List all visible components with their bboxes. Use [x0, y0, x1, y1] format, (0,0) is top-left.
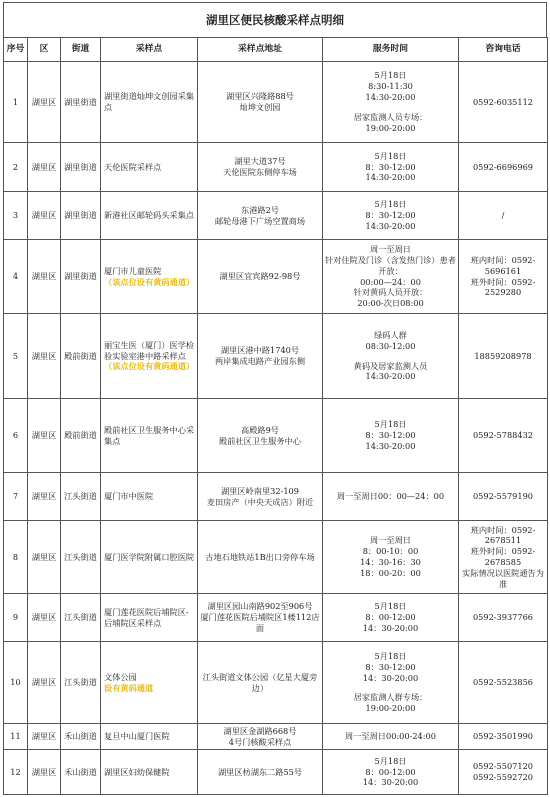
row-street: 禾山街道 — [61, 750, 101, 795]
address-line: 邮轮母港下广场空置商场 — [214, 215, 306, 226]
row-street: 殿前街道 — [61, 399, 101, 473]
phone-line: 0592-5592720 — [472, 772, 534, 782]
time-line: 8:30-11:30 — [368, 81, 413, 92]
time-line: 19:00-20:00 — [365, 703, 416, 714]
table-row — [4, 642, 548, 724]
time-line: 8：00-12:00 — [365, 766, 416, 777]
line-gap — [324, 683, 457, 692]
header-site: 采样点 — [101, 38, 198, 62]
address-line: 高殿路9号 — [241, 424, 279, 435]
address-line: 古地石地铁站1B出口旁停车场 — [205, 551, 315, 562]
row-address — [198, 724, 323, 750]
site-name: 复旦中山厦门医院 — [104, 731, 170, 742]
address-line: 江头街道文体公园（亿星大厦旁边） — [202, 671, 318, 693]
row-street: 江头街道 — [61, 521, 101, 594]
row-phone — [459, 473, 548, 521]
table-row — [4, 192, 548, 240]
phone-line: 0592-5523856 — [472, 677, 534, 688]
phone-line: 班外时间：0592-2678585 — [470, 546, 536, 567]
row-index: 8 — [4, 521, 28, 594]
row-district: 湖里区 — [28, 473, 61, 521]
time-line: 8：30-12:00 — [365, 161, 416, 172]
yellow-code-note: （该点位设有黄码通道） — [104, 361, 195, 372]
row-site — [101, 314, 198, 399]
table-row — [4, 594, 548, 642]
row-phone — [459, 192, 548, 240]
row-address — [198, 62, 323, 143]
phone-line: 0592-6035112 — [472, 96, 534, 107]
row-address — [198, 399, 323, 473]
row-service-time — [323, 399, 459, 473]
time-line: 14:30-20:00 — [365, 371, 416, 382]
row-district: 湖里区 — [28, 724, 61, 750]
row-district: 湖里区 — [28, 62, 61, 143]
phone-line: 0592-5788432 — [472, 430, 534, 441]
row-address — [198, 143, 323, 192]
row-street: 江头街道 — [61, 473, 101, 521]
header-index: 序号 — [4, 38, 28, 62]
row-address — [198, 521, 323, 594]
header-street: 街道 — [61, 38, 101, 62]
time-line: 18：00-20：00 — [360, 567, 421, 578]
line-gap — [324, 352, 457, 361]
site-name: 丽宝生医（厦门）医学检验实验室港中路采样点 — [104, 339, 195, 361]
time-line: 周一至周日00：00—24：00 — [336, 491, 445, 502]
row-site — [101, 750, 198, 795]
address-line: 湖里区枋湖东二路55号 — [217, 766, 303, 777]
phone-line: 0592-3501990 — [472, 731, 534, 742]
row-address — [198, 240, 323, 314]
time-line: 8：30-12:00 — [365, 661, 416, 672]
sampling-sites-sheet — [3, 2, 547, 795]
row-index: 9 — [4, 594, 28, 642]
address-line: 麦田房产（中央天成店）附近 — [206, 496, 314, 507]
row-district: 湖里区 — [28, 143, 61, 192]
header-phone: 咨询电话 — [459, 38, 548, 62]
row-site — [101, 192, 198, 240]
row-index: 6 — [4, 399, 28, 473]
phone-line: 0592-3937766 — [472, 612, 534, 623]
row-street: 殿前街道 — [61, 314, 101, 399]
row-street: 江头街道 — [61, 594, 101, 642]
row-index: 5 — [4, 314, 28, 399]
time-line: 20:00-次日08:00 — [357, 298, 424, 309]
time-line: 14:30-20:00 — [365, 92, 416, 103]
time-line: 黄码及居家监测人员 — [353, 360, 428, 371]
row-service-time — [323, 62, 459, 143]
row-index: 1 — [4, 62, 28, 143]
row-district: 湖里区 — [28, 314, 61, 399]
row-site — [101, 521, 198, 594]
time-line: 针对黄码人员开放： — [353, 287, 428, 298]
row-site — [101, 724, 198, 750]
header-district: 区 — [28, 38, 61, 62]
address-line: 殿前社区卫生服务中心 — [219, 435, 301, 446]
row-street: 湖里街道 — [61, 62, 101, 143]
site-name: 湖里街道灿坤文创园采集点 — [104, 91, 195, 112]
time-line: 14:30-20:00 — [365, 220, 416, 231]
row-service-time — [323, 521, 459, 594]
row-service-time — [323, 642, 459, 724]
row-phone — [459, 521, 548, 594]
row-index: 4 — [4, 240, 28, 314]
row-district: 湖里区 — [28, 399, 61, 473]
address-line: 两岸集成电路产业园东侧 — [214, 356, 306, 366]
row-street: 湖里街道 — [61, 192, 101, 240]
row-district: 湖里区 — [28, 642, 61, 724]
address-line: 湖里大道37号 — [234, 156, 286, 167]
row-district: 湖里区 — [28, 192, 61, 240]
line-gap — [324, 103, 457, 112]
site-name: 厦门莲花医院后埔院区-后埔院区采样点 — [104, 606, 189, 628]
row-district: 湖里区 — [28, 594, 61, 642]
time-line: 14:30-20:00 — [365, 172, 416, 183]
address-line: 4号门核酸采样点 — [228, 736, 292, 747]
row-street: 禾山街道 — [61, 724, 101, 750]
yellow-code-note: 设有黄码通道 — [104, 682, 154, 693]
phone-line: 0592-6696969 — [472, 161, 534, 172]
row-phone — [459, 724, 548, 750]
table-row — [4, 399, 548, 473]
time-line: 8：30-12:00 — [365, 210, 416, 221]
time-line: 14：30-20:00 — [362, 777, 419, 788]
row-service-time — [323, 594, 459, 642]
address-line: 天伦医院东侧停车场 — [223, 167, 297, 177]
time-line: 00:00—24：00 — [360, 276, 421, 287]
table-row — [4, 143, 548, 192]
address-line: 湖里区兴隆路88号 — [226, 91, 294, 102]
site-name: 殿前社区卫生服务中心采集点 — [104, 424, 195, 446]
row-phone — [459, 594, 548, 642]
time-line: 5月18日 — [374, 150, 407, 161]
time-line: 针对住院及门诊（含发热门诊）患者开放： — [324, 254, 456, 276]
row-index: 11 — [4, 724, 28, 750]
row-site — [101, 143, 198, 192]
sheet-title: 湖里区便民核酸采样点明细 — [3, 2, 547, 37]
phone-line: 实际情况以医院通告为准 — [462, 567, 544, 589]
time-line: 5月18日 — [374, 70, 407, 81]
row-phone — [459, 750, 548, 795]
row-address — [198, 473, 323, 521]
table-row — [4, 521, 548, 594]
row-street: 湖里街道 — [61, 240, 101, 314]
time-line: 5月18日 — [374, 419, 407, 430]
phone-line: 0592-5507120 — [472, 761, 534, 772]
table-row — [4, 314, 548, 399]
time-line: 19:00-20:00 — [365, 122, 416, 133]
time-line: 居家监测人群专场： — [353, 692, 428, 703]
row-site — [101, 240, 198, 314]
row-address — [198, 314, 323, 399]
site-name: 新港社区邮轮码头采集点 — [104, 210, 195, 221]
address-line: 湖里区园山南路902至906号 — [207, 601, 313, 612]
row-address — [198, 642, 323, 724]
table-header-row — [4, 38, 548, 62]
row-index: 10 — [4, 642, 28, 724]
row-service-time — [323, 143, 459, 192]
row-phone — [459, 62, 548, 143]
time-line: 5月18日 — [374, 199, 407, 210]
header-address: 采样点地址 — [198, 38, 323, 62]
address-line: 东港路2号 — [241, 204, 279, 215]
table-row — [4, 473, 548, 521]
row-site — [101, 642, 198, 724]
row-site — [101, 473, 198, 521]
row-street: 湖里街道 — [61, 143, 101, 192]
row-service-time — [323, 473, 459, 521]
time-line: 周一至周日 — [370, 244, 411, 255]
phone-line: 班内时间：0592-2678511 — [470, 524, 536, 546]
row-service-time — [323, 240, 459, 314]
row-index: 3 — [4, 192, 28, 240]
time-line: 8：30-12:00 — [365, 430, 416, 441]
table-row — [4, 724, 548, 750]
row-district: 湖里区 — [28, 240, 61, 314]
row-phone — [459, 399, 548, 473]
row-address — [198, 192, 323, 240]
row-index: 7 — [4, 473, 28, 521]
address-line: 灿坤文创园 — [239, 102, 281, 112]
time-line: 5月18日 — [374, 755, 407, 766]
header-service-time: 服务时间 — [323, 38, 459, 62]
time-line: 绿码人群 — [374, 329, 407, 340]
row-site — [101, 399, 198, 473]
time-line: 14：30-16：30 — [360, 557, 421, 567]
time-line: 8：00-12:00 — [365, 612, 416, 623]
time-line: 5月18日 — [374, 650, 407, 661]
phone-line: 班内时间：0592-5696161 — [470, 254, 536, 276]
site-name: 天伦医院采样点 — [104, 161, 162, 172]
site-name: 厦门市儿童医院 — [104, 265, 162, 276]
address-line: 湖里区岭南里32-109 — [221, 485, 299, 496]
time-line: 周一至周日00:00-24:00 — [345, 731, 436, 742]
row-phone — [459, 143, 548, 192]
yellow-code-note: （该点位设有黄码通道） — [104, 276, 195, 287]
address-line: 湖里区金湖路668号 — [223, 725, 297, 736]
table-row — [4, 240, 548, 314]
row-service-time — [323, 314, 459, 399]
time-line: 5月18日 — [374, 601, 407, 612]
row-index: 12 — [4, 750, 28, 795]
row-phone — [459, 314, 548, 399]
row-service-time — [323, 750, 459, 795]
row-street: 江头街道 — [61, 642, 101, 724]
phone-line: 班外时间：0592-2529280 — [470, 276, 536, 298]
row-district: 湖里区 — [28, 750, 61, 795]
row-service-time — [323, 192, 459, 240]
row-site — [101, 594, 198, 642]
sampling-sites-table — [3, 37, 548, 795]
time-line: 14：30-20:00 — [362, 672, 419, 683]
time-line: 14:30-20:00 — [365, 440, 416, 451]
row-phone — [459, 240, 548, 314]
row-index: 2 — [4, 143, 28, 192]
phone-line: 0592-5579190 — [472, 491, 534, 502]
row-site — [101, 62, 198, 143]
site-name: 厦门医学院附属口腔医院 — [104, 551, 195, 562]
time-line: 居家监测人员专场： — [353, 111, 428, 122]
row-address — [198, 594, 323, 642]
site-name: 文体公园 — [104, 671, 137, 682]
row-district: 湖里区 — [28, 521, 61, 594]
time-line: 周一至周日 — [370, 535, 411, 546]
time-line: 14：30-20:00 — [362, 622, 419, 633]
row-address — [198, 750, 323, 795]
table-row — [4, 750, 548, 795]
phone-line: 18859208978 — [474, 350, 532, 361]
site-name: 厦门市中医院 — [104, 491, 154, 502]
table-row — [4, 62, 548, 143]
address-line: 湖里区宜宾路92-98号 — [219, 271, 301, 282]
address-line: 厦门莲花医院后埔院区1楼112店面 — [200, 612, 320, 633]
time-line: 8：00-10：00 — [362, 546, 419, 557]
address-line: 湖里区港中路1740号 — [220, 345, 300, 356]
row-phone — [459, 642, 548, 724]
phone-line: / — [501, 210, 505, 221]
site-name: 湖里区妇幼保健院 — [104, 766, 170, 777]
time-line: 08:30-12:00 — [365, 340, 416, 351]
row-service-time — [323, 724, 459, 750]
